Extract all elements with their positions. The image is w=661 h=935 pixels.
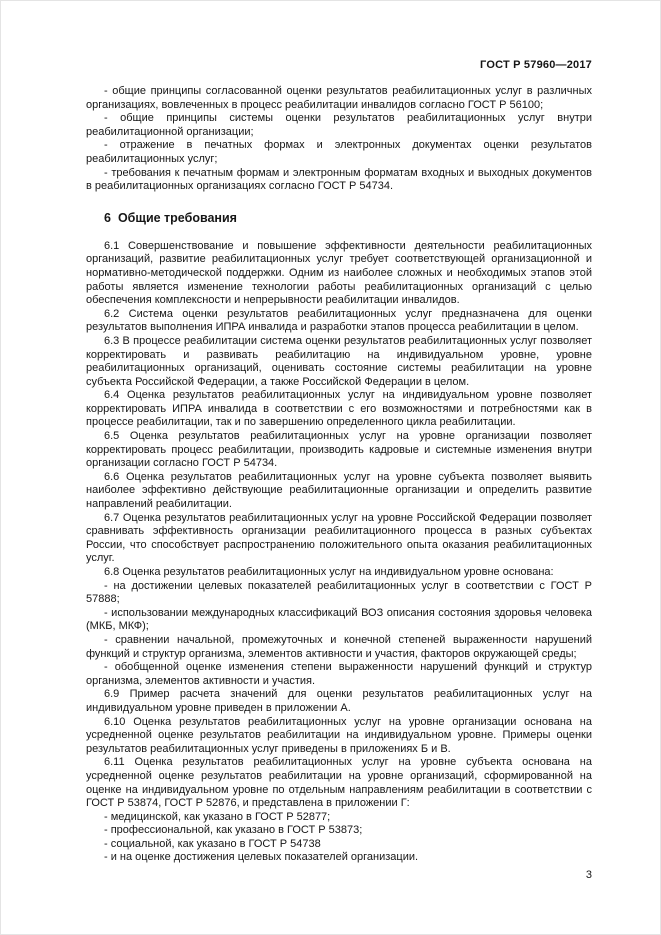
paragraph: - и на оценке достижения целевых показателей организации. xyxy=(104,851,419,864)
paragraph: 6.7 Оценка результатов реабилитационных услуг на уровне Российской Федерации позволяет сравнивать эффективность организации реабилитационного процесса в разных субъектах России, что способствует распространению положительного опыта оказания реабилитационных услуг. xyxy=(86,511,592,565)
paragraph: 6.9 Пример расчета значений для оценки результатов реабилитационных услуг на индивидуальном уровне приведен в приложении А. xyxy=(86,688,592,714)
document-body xyxy=(86,85,592,865)
paragraph: 6.5 Оценка результатов реабилитационных услуг на уровне организации позволяет корректировать процесс реабилитации, производить кадровые и системные изменения внутри организации согласно ГОСТ Р 54734. xyxy=(86,430,592,470)
paragraph: - обобщенной оценке изменения степени выраженности нарушений функций и структур организма, элементов активности и участия. xyxy=(86,661,592,687)
paragraph: - общие принципы согласованной оценки результатов реабилитационных услуг в различных организациях, вовлеченных в процесс реабилитации инвалидов согласно ГОСТ Р 56100; xyxy=(86,85,592,111)
paragraph: - требования к печатным формам и электронным форматам входных и выходных документов в реабилитационных организациях согласно ГОСТ Р 54734. xyxy=(86,166,592,193)
paragraph: 6.11 Оценка результатов реабилитационных услуг на уровне субъекта основана на усредненной оценке результатов реабилитации на уровне организаций, сформированной на оценке на индивидуальном уровне по отдельным направлениям реабилитации в соответствии с ГОСТ Р 53874, ГОСТ Р 52876, и представлена в приложении Г: xyxy=(86,756,592,810)
paragraph: 6.1 Совершенствование и повышение эффективности деятельности реабилитационных организаций, развитие реабилитационных услуг требует соответствующей организационной и нормативно-методической поддержки. Одним из наиболее сложных и необходимых этапов этой работы является изменение технологии работы реабилитационных организаций с целью обеспечения комплексности и непрерывности реабилитации инвалидов. xyxy=(86,239,592,307)
paragraph: 6.3 В процессе реабилитации система оценки результатов реабилитационных услуг позволяет корректировать и развивать реабилитацию на индивидуальном уровне, уровне реабилитационных организаций, оценивать состояние системы реабилитации на уровне субъекта Российской Федерации, а также Российской Федерации в целом. xyxy=(86,334,592,388)
section-number: 6 xyxy=(104,210,111,225)
paragraph: 6.6 Оценка результатов реабилитационных услуг на уровне субъекта позволяет выявить наиболее эффективно действующие реабилитационные организации и определить развитие направлений реабилитации. xyxy=(86,470,592,511)
paragraph: 6.8 Оценка результатов реабилитационных услуг на индивидуальном уровне основана: xyxy=(104,566,554,578)
paragraph: - на достижении целевых показателей реабилитационных услуг в соответствии с ГОСТ Р 57888; xyxy=(86,579,592,606)
paragraph: - медицинской, как указано в ГОСТ Р 52877; xyxy=(104,810,331,823)
intro-paragraph-list xyxy=(86,85,592,194)
page-number: 3 xyxy=(585,869,592,881)
paragraph: - сравнении начальной, промежуточных и конечной степеней выраженности нарушений функций и структур организма, элементов активности и участия, факторов окружающей среды; xyxy=(86,633,592,660)
paragraph: 6.10 Оценка результатов реабилитационных услуг на уровне организации основана на усредненной оценке результатов реабилитации на индивидуальном уровне. Примеры оценки результатов реабилитационных услуг приведены в приложениях Б и В. xyxy=(86,715,592,755)
paragraph: 6.2 Система оценки результатов реабилитационных услуг предназначена для оценки результатов выполнения ИПРА инвалида и разработки этапов процесса реабилитации в целом. xyxy=(86,307,592,334)
paragraph: - отражение в печатных формах и электронных документах оценки результатов реабилитационных услуг; xyxy=(86,139,592,165)
paragraph: 6.4 Оценка результатов реабилитационных услуг на индивидуальном уровне позволяет корректировать ИПРА инвалида в соответствии с его возможностями и потребностями как в процессе реабилитации, так и по завершению определенного цикла реабилитации. xyxy=(86,389,592,429)
paragraph: - общие принципы системы оценки результатов реабилитационных услуг внутри реабилитационной организации; xyxy=(86,112,592,138)
section-heading xyxy=(86,211,592,225)
section-title: Общие требования xyxy=(117,210,237,225)
doc-code-header: ГОСТ Р 57960—2017 xyxy=(480,59,592,71)
paragraph: - использовании международных классификаций ВОЗ описания состояния здоровья человека (МКБ, МКФ); xyxy=(86,606,592,633)
paragraph: - профессиональной, как указано в ГОСТ Р 53873; xyxy=(104,824,363,837)
section-paragraph-list xyxy=(86,240,592,865)
paragraph: - социальной, как указано в ГОСТ Р 54738 xyxy=(104,837,321,850)
